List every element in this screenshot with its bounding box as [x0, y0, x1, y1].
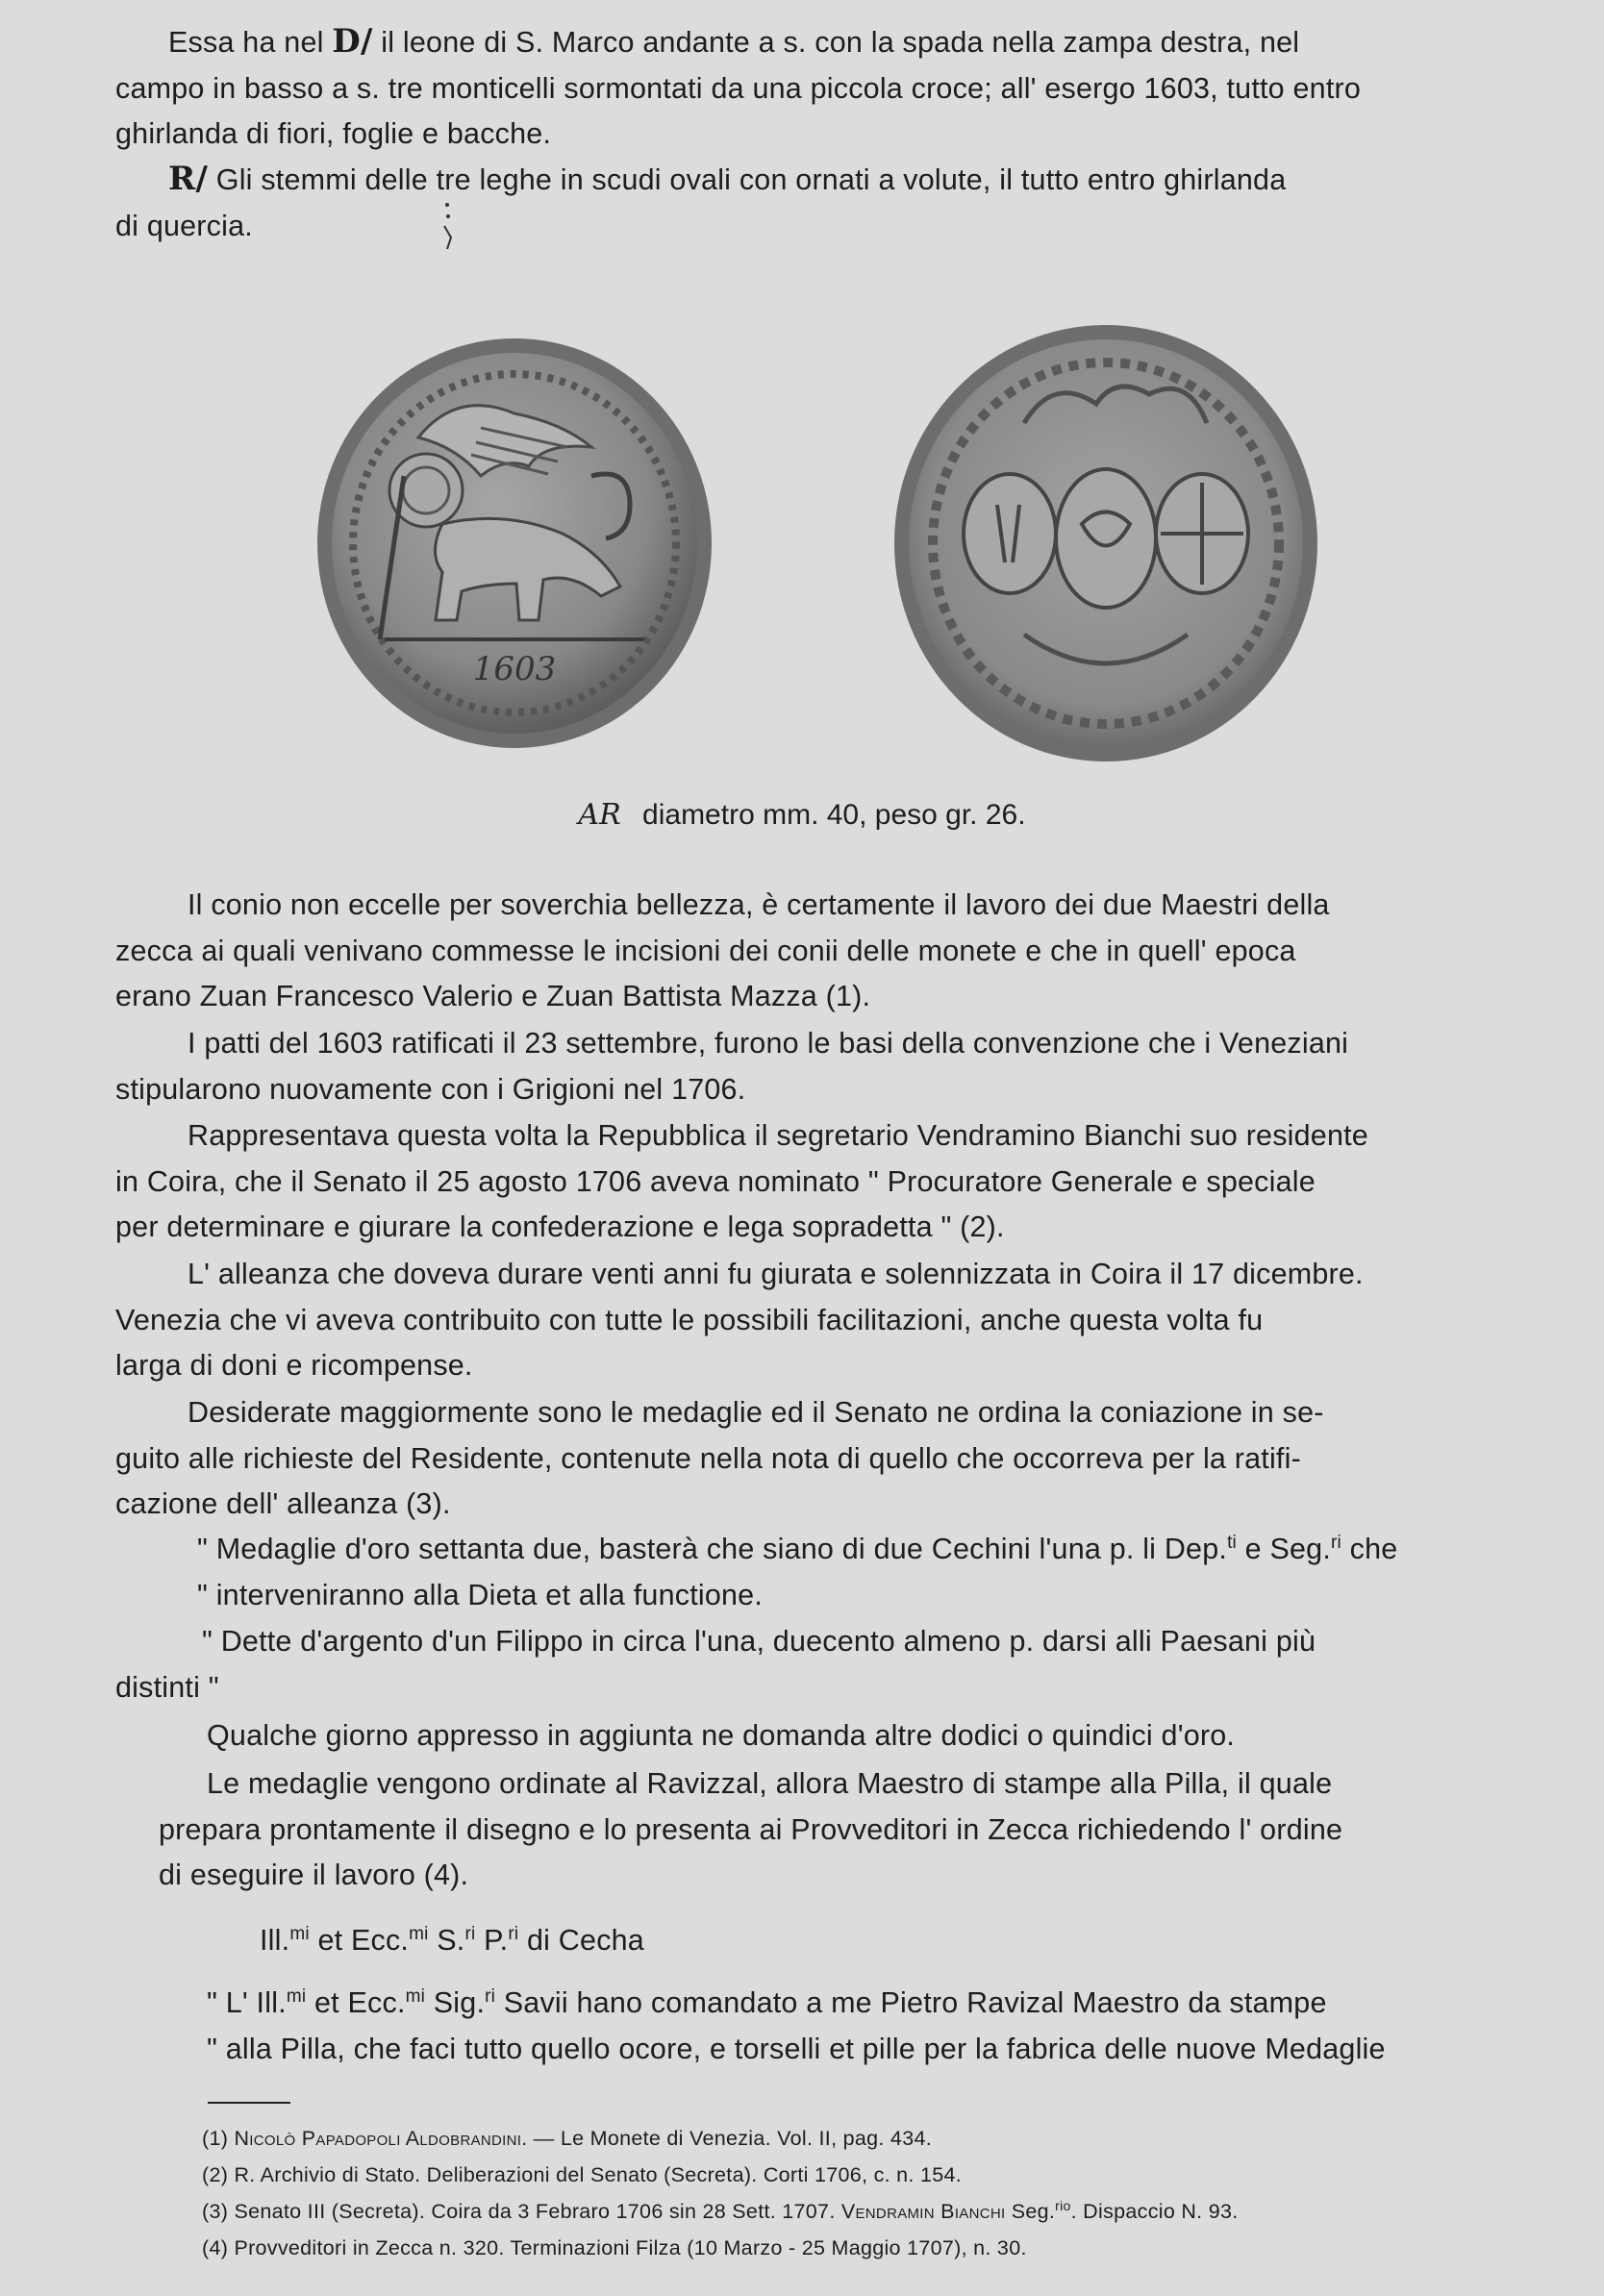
- superscript: ti: [1227, 1532, 1237, 1553]
- body-paragraph-2: [115, 1021, 1510, 1112]
- text-fragment: P.: [475, 1924, 509, 1957]
- letter-address: [115, 1918, 1510, 1964]
- text-fragment: Essa ha nel: [168, 26, 324, 59]
- superscript: mi: [405, 1985, 426, 2007]
- text-line: [115, 19, 1510, 66]
- obverse-symbol: D/: [332, 22, 373, 61]
- coin-reverse-image: [890, 317, 1322, 769]
- text-line: larga di doni e ricompense.: [115, 1349, 473, 1382]
- text-fragment: et Ecc.: [306, 1986, 406, 2019]
- footnote-3: [202, 2193, 1510, 2230]
- text-fragment: Nicolò Papadopoli Aldobrandini.: [234, 2127, 528, 2150]
- text-line: [115, 1981, 1510, 2027]
- text-line: Rappresentava questa volta la Repubblica il segretario Vendramino Bianchi suo residente: [188, 1119, 1368, 1152]
- text-line: campo in basso a s. tre monticelli sormontati da una piccola croce; all' esergo 1603, tutto entro: [115, 71, 1362, 105]
- text-fragment: Gli stemmi delle tre leghe in scudi ovali con ornati a volute, il tutto entro ghirlanda: [215, 163, 1287, 196]
- text-line: [115, 157, 1510, 204]
- text-line: prepara prontamente il disegno e lo presenta ai Provveditori in Zecca richiedendo l' ordine: [159, 1812, 1343, 1846]
- text-line: Desiderate maggiormente sono le medaglie ed il Senato ne ordina la coniazione in se-: [188, 1396, 1324, 1429]
- superscript: mi: [409, 1923, 429, 1944]
- text-fragment: e Seg.: [1236, 1533, 1332, 1565]
- superscript: ri: [1331, 1532, 1341, 1553]
- quote-silver-medals: [115, 1619, 1510, 1710]
- text-line: stipularono nuovamente con i Grigioni nel 1706.: [115, 1072, 746, 1106]
- text-line: Il conio non eccelle per soverchia bellezza, è certamente il lavoro dei due Maestri della: [188, 888, 1330, 921]
- coin-caption: [0, 798, 1604, 832]
- text-line: [115, 1527, 1510, 1573]
- text-line: erano Zuan Francesco Valerio e Zuan Battista Mazza (1).: [115, 980, 871, 1012]
- body-paragraph-3: [115, 1113, 1510, 1251]
- text-fragment: Sig.: [425, 1986, 486, 2019]
- text-fragment: Ill.: [260, 1924, 290, 1957]
- text-line: " alla Pilla, che faci tutto quello ocore, e torselli et pille per la fabrica delle nuove Medaglie: [207, 2032, 1386, 2065]
- reverse-symbol: R/: [168, 160, 209, 198]
- text-fragment: (1): [202, 2127, 229, 2150]
- superscript: rio: [1055, 2197, 1071, 2213]
- text-line: " interveniranno alla Dieta et alla functione.: [197, 1578, 764, 1611]
- body-paragraph-1: [115, 883, 1510, 1020]
- text-fragment: il leone di S. Marco andante a s. con la spada nella zampa destra, nel: [381, 26, 1300, 59]
- coin-description-reverse: [115, 157, 1510, 249]
- text-line: per determinare e giurare la confederazione e lega sopradetta " (2).: [115, 1210, 1005, 1243]
- text-line: " Dette d'argento d'un Filippo in circa l'una, duecento almeno p. darsi alli Paesani più: [202, 1625, 1316, 1658]
- superscript: ri: [464, 1923, 476, 1944]
- quote-gold-medals: [115, 1527, 1510, 1618]
- footnote-divider: [208, 2102, 290, 2104]
- footnotes: [202, 2120, 1510, 2266]
- text-line: guito alle richieste del Residente, contenute nella nota di quello che occorreva per la ratifi-: [115, 1441, 1301, 1475]
- text-line: ghirlanda di fiori, foglie e bacche.: [115, 117, 552, 150]
- text-fragment: et Ecc.: [309, 1924, 410, 1957]
- text-fragment: " Medaglie d'oro settanta due, basterà che siano di due Cechini l'una p. li Dep.: [197, 1533, 1228, 1565]
- coin-obverse-image: [313, 332, 716, 755]
- footnote-1: [202, 2120, 1510, 2157]
- caption-text: diametro mm. 40, peso gr. 26.: [642, 799, 1026, 831]
- text-fragment: Vendramin Bianchi: [840, 2200, 1006, 2223]
- footnote-2: (2) R. Archivio di Stato. Deliberazioni del Senato (Secreta). Corti 1706, c. n. 154.: [202, 2163, 963, 2186]
- text-line: I patti del 1603 ratificati il 23 settembre, furono le basi della convenzione che i Veneziani: [188, 1027, 1349, 1060]
- body-paragraph-ravizzal: [115, 1761, 1510, 1899]
- text-line: zecca ai quali venivano commesse le incisioni dei conii delle monete e che in quell' epoca: [115, 934, 1296, 967]
- superscript: ri: [485, 1985, 496, 2007]
- text-line: distinti ": [115, 1670, 219, 1704]
- text-line: Qualche giorno appresso in aggiunta ne domanda altre dodici o quindici d'oro.: [207, 1719, 1236, 1752]
- text-fragment: Savii hano comandato a me Pietro Ravizal Maestro da stampe: [495, 1986, 1327, 2019]
- text-line: Le medaglie vengono ordinate al Ravizzal, allora Maestro di stampe alla Pilla, il quale: [207, 1767, 1333, 1800]
- text-fragment: . Dispaccio N. 93.: [1070, 2200, 1239, 2223]
- text-fragment: di Cecha: [518, 1924, 644, 1957]
- coin-date: 1603: [472, 650, 557, 688]
- text-line: di eseguire il lavoro (4).: [159, 1859, 469, 1891]
- text-fragment: — Le Monete di Venezia. Vol. II, pag. 434.: [527, 2127, 932, 2150]
- text-fragment: " L' Ill.: [207, 1986, 287, 2019]
- text-fragment: che: [1341, 1533, 1398, 1565]
- body-paragraph-4: [115, 1252, 1510, 1389]
- text-line: Venezia che vi aveva contribuito con tutte le possibili facilitazioni, anche questa volta fu: [115, 1303, 1264, 1336]
- coin-description-obverse: [115, 19, 1510, 158]
- text-fragment: Seg.: [1005, 2200, 1056, 2223]
- text-fragment: S.: [428, 1924, 465, 1957]
- text-line: cazione dell' alleanza (3).: [115, 1487, 451, 1520]
- footnote-4: (4) Provveditori in Zecca n. 320. Terminazioni Filza (10 Marzo - 25 Maggio 1707), n. 30.: [202, 2236, 1027, 2259]
- letter-text: [115, 1981, 1510, 2072]
- text-fragment: (3) Senato III (Secreta). Coira da 3 Febraro 1706 sin 28 Sett. 1707.: [202, 2200, 841, 2223]
- text-line: in Coira, che il Senato il 25 agosto 1706 aveva nominato " Procuratore Generale e speciale: [115, 1164, 1316, 1198]
- body-paragraph-qualche: [115, 1713, 1510, 1759]
- printer-mark-icon: [439, 199, 456, 252]
- text-line: L' alleanza che doveva durare venti anni fu giurata e solennizzata in Coira il 17 dicembre.: [188, 1258, 1364, 1290]
- silver-symbol: AR: [578, 798, 621, 832]
- text-line: di quercia.: [115, 209, 253, 242]
- text-line: [115, 1918, 1510, 1964]
- superscript: ri: [508, 1923, 519, 1944]
- superscript: mi: [286, 1985, 307, 2007]
- body-paragraph-5: [115, 1390, 1510, 1528]
- superscript: mi: [289, 1923, 310, 1944]
